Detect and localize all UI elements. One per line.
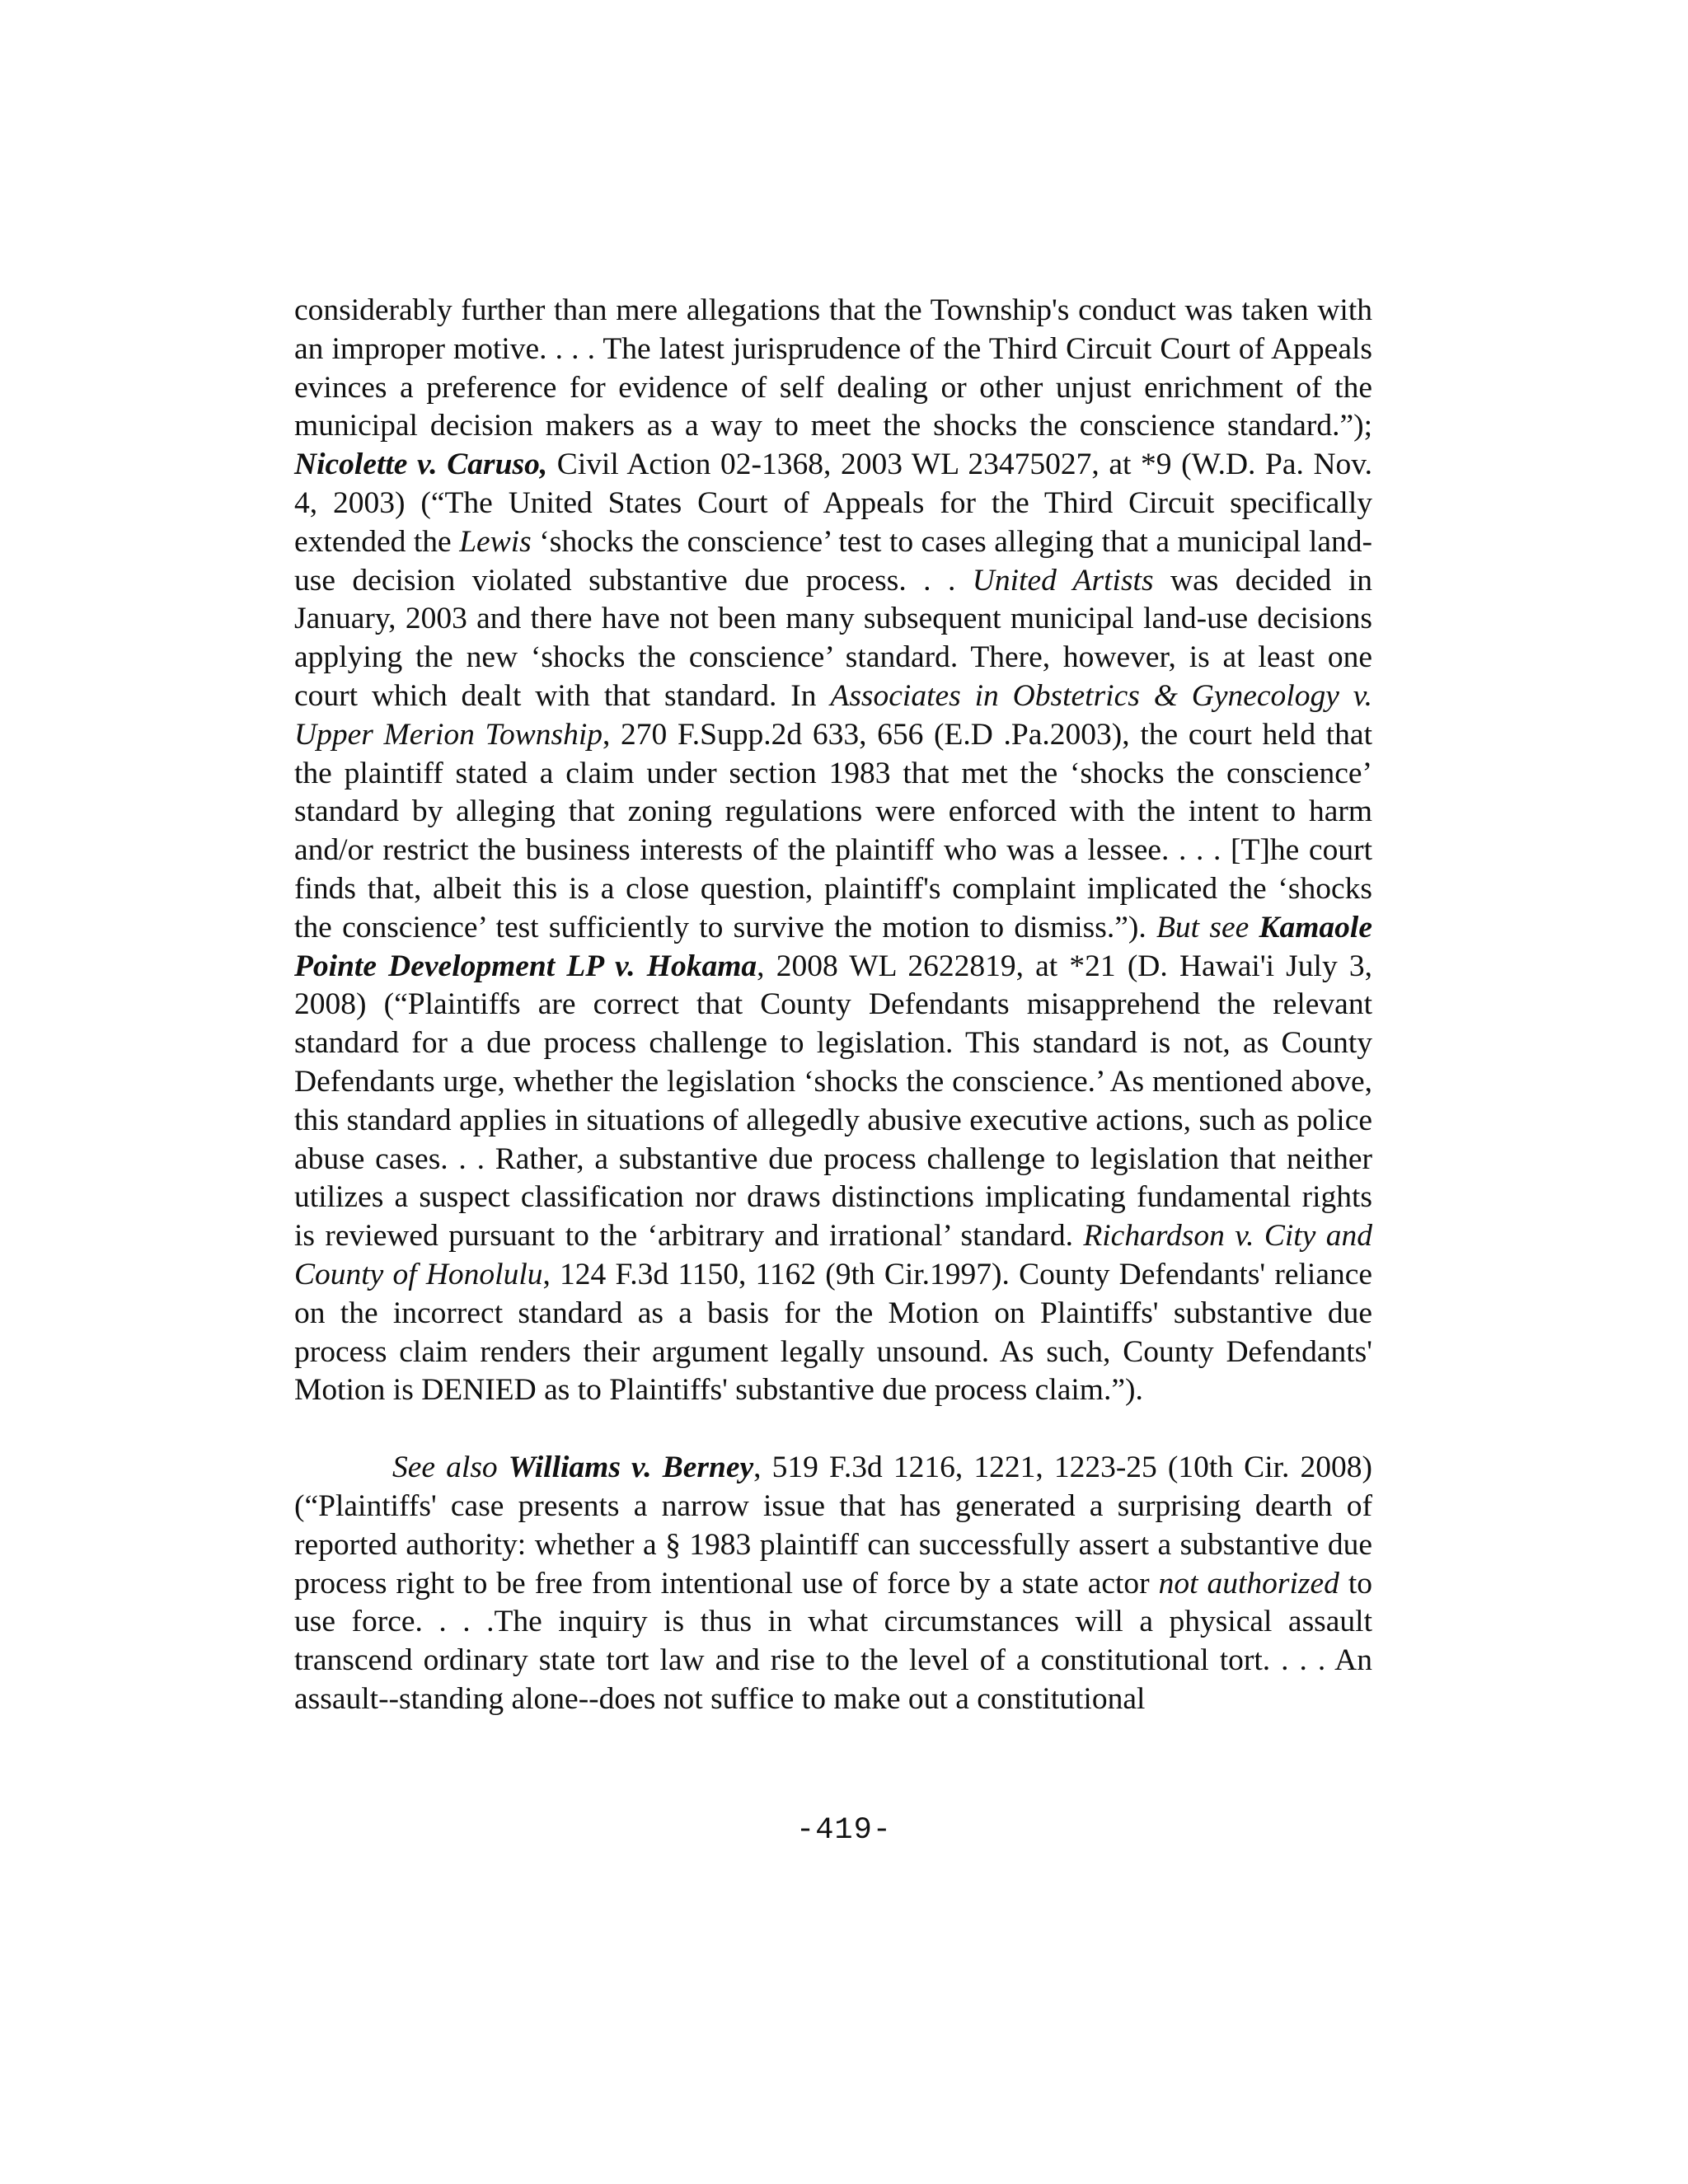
text-segment: , 519 F.3d 1216, 1221, 1223-25 (10th Cir. 2008) (“Plaintiffs' case presents a narrow issue that has generated a surprising dearth of reported authority: whether a § 1983 plaintiff can successfully assert a substantive due process right to be free from intentional use of force by a state actor [294, 1451, 1372, 1601]
text-segment: ‘shocks the conscience’ test to cases alleging that a municipal land-use decision violated substantive due process. . . [294, 524, 1372, 598]
case-reference-richardson: Richardson v. City and County of Honolulu [294, 1219, 1373, 1291]
text-segment: , 2008 WL 2622819, at *21 (D. Hawai'i July 3, 2008) (“Plaintiffs are correct that County Defendants misapprehend the relevant standard for a due process challenge to legislation. This standard is not, as County Defendants urge, whether the legislation ‘shocks the conscience.’ As mentioned above, this standard applies in situations of allegedly abusive executive actions, such as police abuse cases. . . Rather, a substantive due process challenge to legislation that neither utilizes a suspect classification nor draws distinctions implicating fundamental rights is reviewed pursuant to the ‘arbitrary and irrational’ standard. [294, 949, 1373, 1254]
text-segment [1249, 911, 1259, 944]
signal-see-also: See also [392, 1451, 498, 1485]
case-reference-associates: Associates in Obstetrics & Gynecology v. Upper Merion Township [294, 678, 1373, 752]
text-segment: to use force. . . .The inquiry is thus in what circumstances will a physical assault transcend ordinary state tort law and rise to the level of a constitutional tort. . . . An assault--standing alone--does not suffice to make out a constitutional [294, 1566, 1372, 1716]
text-segment: considerably further than mere allegations that the Township's conduct was taken with an improper motive. . . . The latest jurisprudence of the Third Circuit Court of Appeals evinces a preference for evidence of self dealing or other unjust enrichment of the municipal decision makers as a way to meet the shocks the conscience standard.”); [294, 293, 1372, 443]
page-number: -419- [795, 1813, 893, 1848]
case-reference-lewis: Lewis [459, 524, 532, 559]
text-segment: was decided in January, 2003 and there have not been many subsequent municipal land-use decisions applying the new ‘shocks the conscience’ standard. There, however, is at least one court which dealt with that standard. In [294, 563, 1372, 713]
text-segment [498, 1451, 509, 1484]
case-citation-nicolette: Nicolette v. Caruso, [294, 448, 548, 482]
paragraph-2 [294, 1449, 1372, 1719]
case-reference-united-artists: United Artists [972, 563, 1154, 598]
case-citation-kamaole: Kamaole Pointe Development LP v. Hokama [294, 910, 1372, 983]
text-segment: , 270 F.Supp.2d 633, 656 (E.D .Pa.2003), the court held that the plaintiff stated a claim under section 1983 that met the ‘shocks the conscience’ standard by alleging that zoning regulations were enforced with the intent to harm and/or restrict the business interests of the plaintiff who was a lessee. . . . [T]he court finds that, albeit this is a close question, plaintiff's complaint implicated the ‘shocks the conscience’ test sufficiently to survive the motion to dismiss.”). [294, 717, 1372, 944]
case-citation-williams: Williams v. Berney [508, 1451, 754, 1485]
text-segment: , 124 F.3d 1150, 1162 (9th Cir.1997). County Defendants' reliance on the incorrect standard as a basis for the Motion on Plaintiffs' substantive due process claim renders their argument legally unsound. As such, County Defendants' Motion is DENIED as to Plaintiffs' substantive due process claim.”). [294, 1257, 1372, 1408]
body-text [294, 292, 1372, 1719]
emphasis-not-authorized: not authorized [1158, 1566, 1339, 1601]
signal-but-see: But see [1156, 910, 1250, 944]
text-segment: Civil Action 02-1368, 2003 WL 23475027, at *9 (W.D. Pa. Nov. 4, 2003) (“The United States Court of Appeals for the Third Circuit specifically extended the [294, 448, 1372, 559]
paragraph-1 [294, 292, 1372, 1410]
